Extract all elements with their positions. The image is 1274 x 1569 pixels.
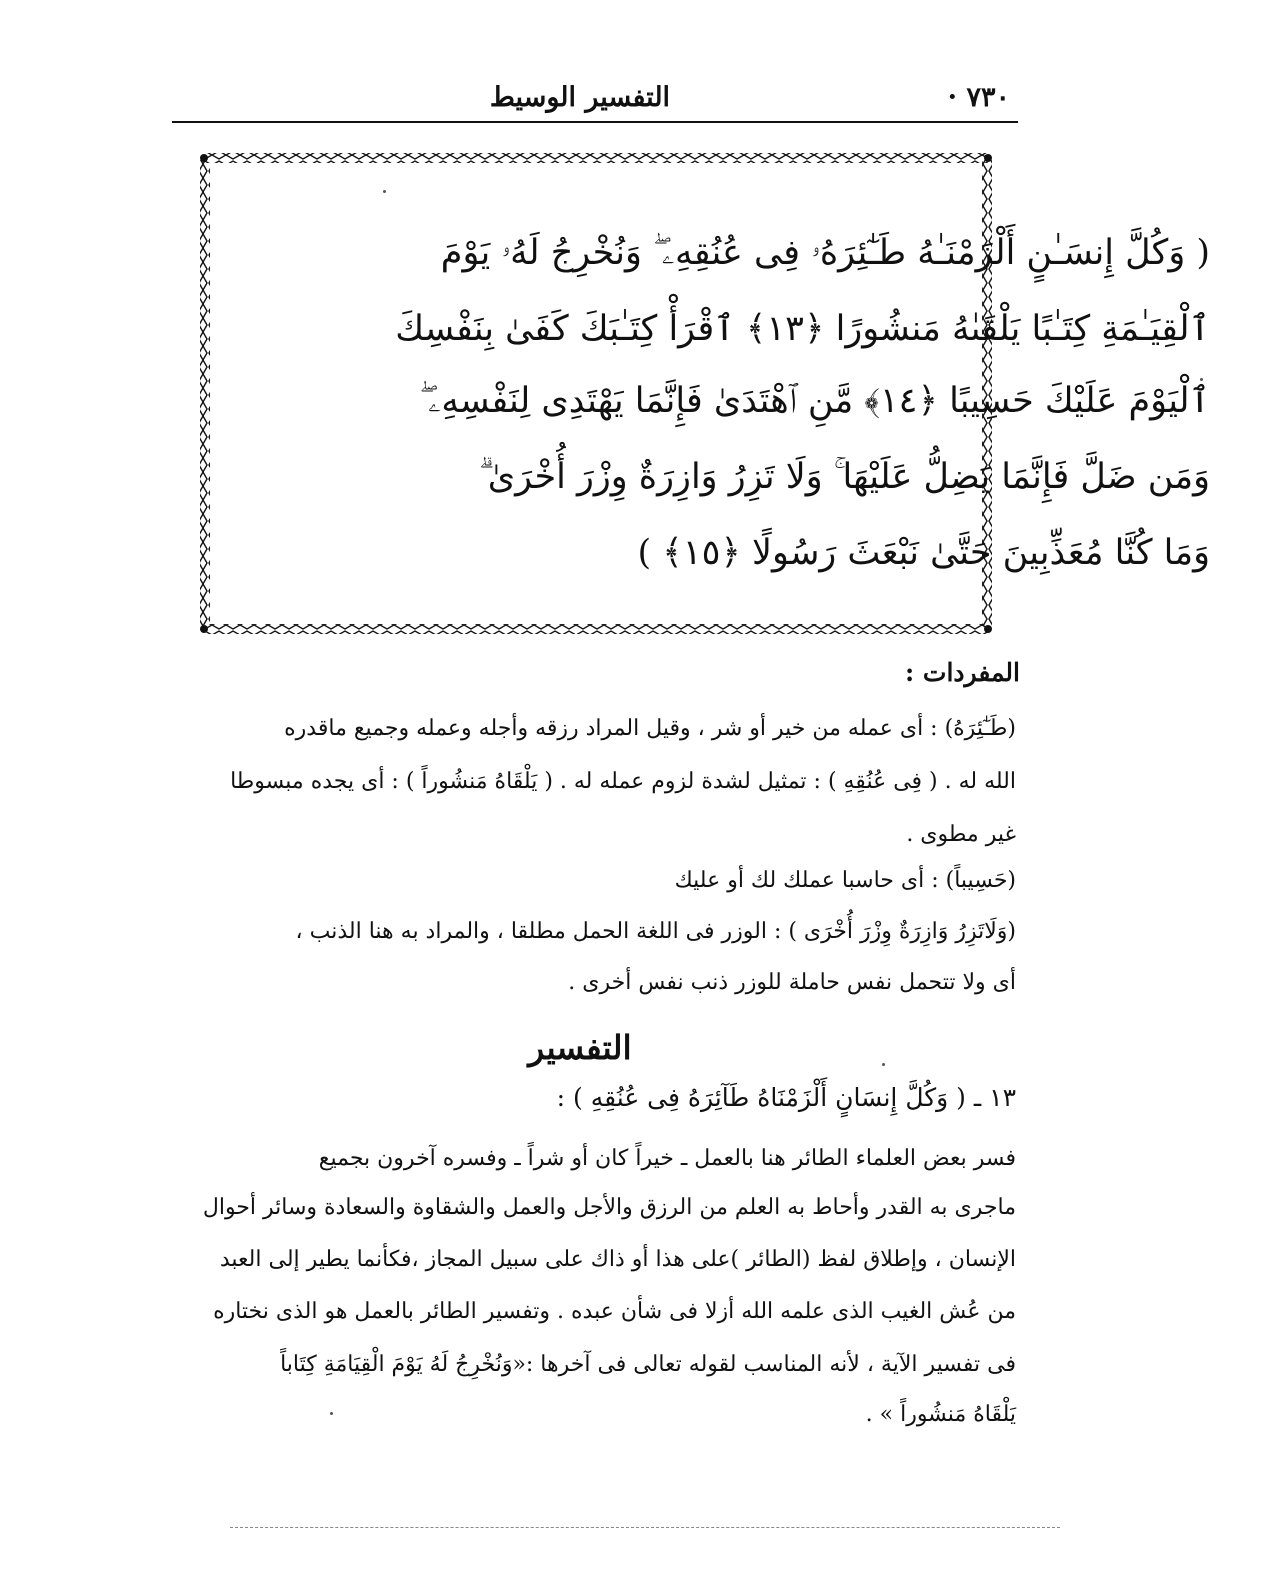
- tafsir-paragraph-line: فى تفسير الآية ، لأنه المناسب لقوله تعالى فى آخرها :«وَنُخْرِجُ لَهُ يَوْمَ الْقِيَامَةِ كِتَاباً: [280, 1352, 1016, 1377]
- scan-speck: [383, 190, 386, 193]
- verse-reference: ١٣ ـ ( وَكُلَّ إِنسَانٍ أَلْزَمْنَاهُ طَآئِرَهُ فِى عُنُقِهِ ) :: [556, 1083, 1016, 1112]
- vocabulary-heading: المفردات :: [904, 658, 1020, 687]
- vocabulary-entry: (طَـٰٓئِرَهُ) : أى عمله من خير أو شر ، وقيل المراد رزقه وأجله وعمله وجميع ماقدره: [284, 716, 1016, 741]
- tafsir-paragraph-line: يَلْقَاهُ مَنشُوراً » .: [865, 1402, 1016, 1427]
- verse-line: ٱلْقِيَـٰمَةِ كِتَـٰبًا يَلْقَىٰهُ مَنشُورًا ﴿١٣﴾ ٱقْرَأْ كِتَـٰبَكَ كَفَىٰ بِنَفْسِكَ: [395, 309, 1210, 349]
- verse-line: وَمَن ضَلَّ فَإِنَّمَا يَضِلُّ عَلَيْهَا ۚ وَلَا تَزِرُ وَازِرَةٌ وِزْرَ أُخْرَىٰ ۗ: [479, 457, 1210, 497]
- running-header-title: التفسير الوسيط: [489, 82, 671, 113]
- tafsir-paragraph-line: من عُش الغيب الذى علمه الله أزلا فى شأن عبده . وتفسير الطائر بالعمل هو الذى نختاره: [213, 1299, 1016, 1324]
- scan-speck: [882, 1063, 885, 1066]
- scan-speck: [330, 1412, 333, 1415]
- page-number: ٧٣٠ ·: [947, 82, 1010, 113]
- verse-line: ( وَكُلَّ إِنسَـٰنٍ أَلْزَمْنَـٰهُ طَـٰٓئِرَهُۥ فِى عُنُقِهِۦ ۖ وَنُخْرِجُ لَهُۥ يَوْمَ: [440, 233, 1210, 273]
- verse-line: وَمَا كُنَّا مُعَذِّبِينَ حَتَّىٰ نَبْعَثَ رَسُولًا ﴿١٥﴾ ): [637, 533, 1210, 573]
- header-rule: [172, 121, 1018, 123]
- vocabulary-entry: الله له . ( فِى عُنُقِهِ ) : تمثيل لشدة لزوم عمله له . ( يَلْقَاهُ مَنشُوراً ) : أى يجده مبسوطا: [230, 769, 1016, 794]
- verse-line: ٱلْيَوْمَ عَلَيْكَ حَسِيبًا ﴿١٤﴾ مَّنِ ٱهْتَدَىٰ فَإِنَّمَا يَهْتَدِى لِنَفْسِهِۦ ۖ: [419, 381, 1210, 421]
- vocabulary-entry: غير مطوى .: [906, 822, 1016, 847]
- vocabulary-entry: (حَسِيباً) : أى حاسبا عملك لك أو عليك: [674, 868, 1016, 893]
- vocabulary-entry: (وَلَاتَزِرُ وَازِرَةٌ وِزْرَ أُخْرَى ) : الوزر فى اللغة الحمل مطلقا ، والمراد به هنا الذنب ،: [295, 919, 1016, 944]
- tafsir-paragraph-line: الإنسان ، وإطلاق لفظ (الطائر )على هذا أو ذاك على سبيل المجاز ،فكأنما يطير إلى العبد: [219, 1247, 1016, 1272]
- tafsir-paragraph-line: ماجرى به القدر وأحاط به العلم من الرزق والأجل والعمل والشقاوة والسعادة وسائر أحوال: [202, 1195, 1016, 1220]
- tafsir-paragraph-line: فسر بعض العلماء الطائر هنا بالعمل ـ خيراً كان أو شراً ـ وفسره آخرون بجميع: [318, 1146, 1016, 1171]
- scan-speck: [1200, 378, 1203, 381]
- vocabulary-entry: أى ولا تتحمل نفس حاملة للوزر ذنب نفس أخرى .: [568, 970, 1016, 995]
- scan-edge-line: [230, 1527, 1060, 1528]
- tafsir-heading: التفسير: [528, 1028, 632, 1067]
